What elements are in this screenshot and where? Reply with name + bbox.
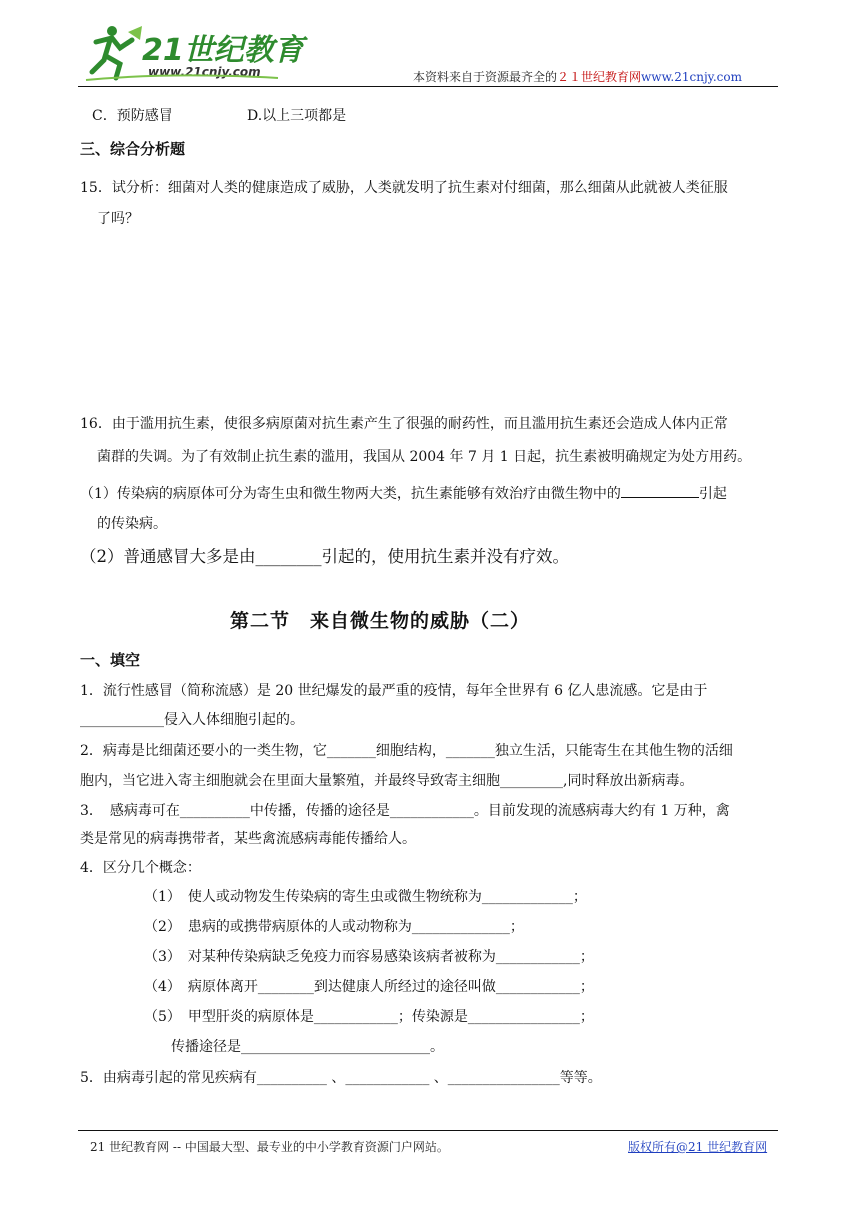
question-3-line-2: 类是常见的病毒携带者，某些禽流感病毒能传播给人。 xyxy=(80,831,416,847)
question-16-part-1-line-2: 的传染病。 xyxy=(97,516,167,532)
concept-item: （2） 患病的或携带病原体的人或动物称为______________； xyxy=(144,919,524,935)
header-source xyxy=(413,68,742,85)
concept-route: 传播途径是___________________________。 xyxy=(171,1039,444,1055)
question-15-line-1: 15．试分析：细菌对人类的健康造成了威胁，人类就发明了抗生素对付细菌，那么细菌从此就被人类征服 xyxy=(80,180,728,196)
question-1-line-2: ____________侵入人体细胞引起的。 xyxy=(80,712,304,728)
question-16-part-1-tail: 引起 xyxy=(698,486,727,502)
question-2-line-1: 2．病毒是比细菌还要小的一类生物，它_______细胞结构，_______独立生活，只能寄生在其他生物的活细 xyxy=(80,743,733,759)
concept-item: （5） 甲型肝炎的病原体是____________；传染源是________________； xyxy=(144,1009,594,1025)
svg-text:21世纪教育: 21世纪教育 xyxy=(142,33,304,68)
svg-text:www.21cnjy.com: www.21cnjy.com xyxy=(148,65,261,79)
section-heading-analysis: 三、综合分析题 xyxy=(80,140,186,158)
concept-item: （1） 使人或动物发生传染病的寄生虫或微生物统称为_____________； xyxy=(144,889,587,905)
footer-site-text: 21 世纪教育网 -- 中国最大型、最专业的中小学教育资源门户网站。 xyxy=(90,1140,449,1154)
question-16-part-2-text: （2）普通感冒大多是由________ xyxy=(80,547,322,566)
concept-item: （3） 对某种传染病缺乏免疫力而容易感染该病者被称为____________； xyxy=(144,949,594,965)
footer-divider xyxy=(78,1130,778,1131)
question-16-part-1-text: （1）传染病的病原体可分为寄生虫和微生物两大类，抗生素能够有效治疗由微生物中的 xyxy=(80,486,621,502)
question-16-part-2-tail: 引起的，使用抗生素并没有疗效。 xyxy=(321,547,569,566)
section-title: 第二节 来自微生物的威胁（二） xyxy=(230,610,531,632)
option-d: D.以上三项都是 xyxy=(247,108,347,124)
question-15-line-2: 了吗？ xyxy=(97,211,139,227)
question-1-line-1: 1．流行性感冒（简称流感）是 20 世纪爆发的最严重的疫情，每年全世界有 6 亿人患流感。它是由于 xyxy=(80,683,708,699)
footer-copyright-link[interactable]: 版权所有@21 世纪教育网 xyxy=(628,1140,768,1154)
question-16-part-2 xyxy=(80,548,569,566)
site-logo xyxy=(82,22,304,84)
question-5: 5．由病毒引起的常见疾病有__________ 、____________ 、________________等等。 xyxy=(80,1070,602,1086)
question-16-line-2: 菌群的失调。为了有效制止抗生素的滥用，我国从 2004 年 7 月 1 日起，抗生素被明确规定为处方用药。 xyxy=(97,449,752,465)
concept-item: （4） 病原体离开________到达健康人所经过的途径叫做____________； xyxy=(144,979,594,995)
question-4-intro: 4．区分几个概念： xyxy=(80,860,201,876)
header-source-site[interactable]: ２１世纪教育网 xyxy=(557,70,642,84)
section-heading-fill: 一、填空 xyxy=(80,651,141,669)
header-source-prefix: 本资料来自于资源最齐全的 xyxy=(413,70,558,84)
question-3-line-1: 3． 感病毒可在__________中传播，传播的途径是____________。目前发现的流感病毒大约有 1 万种，禽 xyxy=(80,803,730,819)
option-c: C．预防感冒 xyxy=(92,108,173,124)
answer-blank[interactable] xyxy=(621,483,699,498)
question-2-line-2: 胞内，当它进入寄主细胞就会在里面大量繁殖，并最终导致寄主细胞_________,同时释放出新病毒。 xyxy=(80,773,694,789)
header-divider xyxy=(78,86,778,87)
runner-icon xyxy=(92,26,142,78)
question-16-line-1: 16．由于滥用抗生素，使很多病原菌对抗生素产生了很强的耐药性，而且滥用抗生素还会造成人体内正常 xyxy=(80,416,728,432)
header-source-url[interactable]: www.21cnjy.com xyxy=(641,70,742,84)
question-16-part-1-line-1 xyxy=(80,483,727,503)
